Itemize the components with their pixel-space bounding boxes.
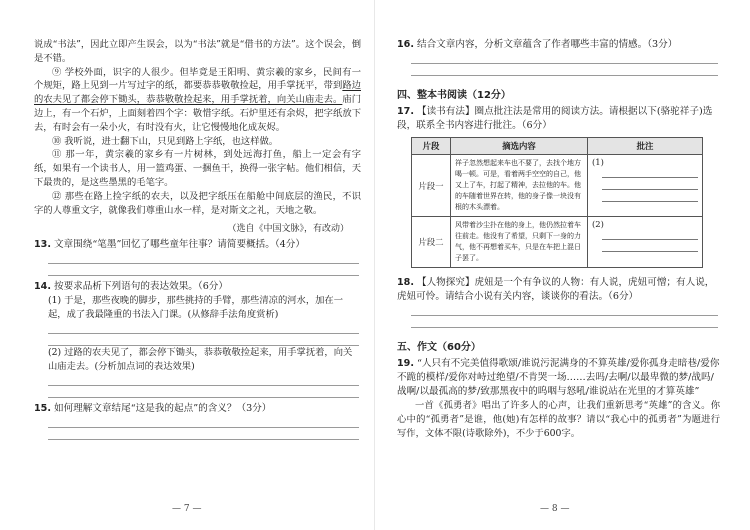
question-16-text: 结合文章内容，分析文章蕴含了作者哪些丰富的情感。（3分）	[417, 39, 678, 50]
annotation-line[interactable]	[602, 179, 698, 190]
answer-line[interactable]	[48, 264, 359, 276]
question-18-text: 【人物探究】虎妞是一个有争议的人物：有人说，虎妞可憎；有人说，虎妞可怜。请结合小说有关内容，谈谈你的看法。（6分）	[397, 277, 715, 302]
page-right	[375, 0, 750, 530]
question-13	[34, 238, 361, 252]
paragraph-9	[34, 66, 361, 135]
question-13-text: 文章围绕“笔墨”回忆了哪些童年往事？请简要概括。（4分）	[54, 239, 305, 251]
annotation-line[interactable]	[602, 229, 698, 240]
question-17	[397, 105, 720, 133]
answer-line[interactable]	[48, 334, 359, 346]
paragraph-12: ⑫ 那些在路上捡字纸的农夫，以及把字纸压在船舱中间底层的渔民，不识字的人尊重文字，就像我们尊重山水一样，是对斯文之礼，天地之敬。	[34, 190, 361, 216]
answer-line[interactable]	[411, 304, 718, 316]
paragraph-9-underlined: 路边的农夫见了都会停下锄头，恭恭敬敬捡起来，用手掌抚着，向关山庙走去。	[34, 80, 361, 106]
table-cell-label: 片段一	[412, 155, 451, 217]
section-heading-4: 四、整本书阅读（12分）	[397, 90, 511, 101]
answer-line[interactable]	[48, 416, 359, 428]
answer-line[interactable]	[411, 64, 718, 76]
question-14-sub2: (2) 过路的农夫见了，都会停下锄头，恭恭敬敬捡起来，用手掌抚着，向关山庙走去。(分析加点词的表达效果)	[48, 346, 353, 372]
table-cell-label: 片段二	[412, 217, 451, 268]
question-18-number: 18.	[397, 277, 414, 288]
question-19	[397, 357, 720, 399]
question-16	[397, 38, 720, 52]
question-13-number: 13.	[34, 239, 51, 251]
answer-line[interactable]	[48, 428, 359, 440]
source-note: （选自《中国文脉》，有改动）	[227, 224, 349, 235]
question-15-text: 如何理解文章结尾“这是我的起点”的含义？（3分）	[54, 402, 272, 414]
question-14-text: 按要求品析下列语句的表达效果。（6分）	[54, 281, 228, 293]
table-cell-annotation[interactable]	[588, 217, 703, 268]
question-18	[397, 276, 720, 304]
paragraph-10: ⑩ 我听说，进士翻下山，只见到路上字纸，也这样做。	[52, 135, 279, 147]
paragraph-9-a: ⑨ 学校外面，识字的人很少。但毕竟是王阳明、黄宗羲的家乡，民间有一个规矩，路上见到一片写过字的纸，都要恭恭敬敬捡起，用手掌抚平，带到	[34, 66, 361, 92]
section-heading-5: 五、作文（60分）	[397, 342, 481, 353]
question-15	[34, 402, 361, 416]
table-header: 片段	[412, 138, 451, 155]
annotation-line[interactable]	[602, 191, 698, 202]
table-header: 批注	[588, 138, 703, 155]
table-row	[412, 217, 703, 268]
annotation-mark: (1)	[592, 157, 604, 167]
page-number: — 8 —	[540, 504, 570, 514]
answer-line[interactable]	[411, 316, 718, 328]
table-cell-annotation[interactable]	[588, 155, 703, 217]
page-number: — 7 —	[172, 504, 202, 514]
question-19-prompt: 一首《孤勇者》唱出了许多人的心声，让我们重新思考“英雄”的含义。你心中的“孤勇者”是谁，他(她)有怎样的故事？请以“我心中的孤勇者”为题进行写作，文体不限(诗歌除外)，不少于600字。	[397, 400, 720, 439]
table-cell-excerpt: 风带着沙尘扑在他的身上，他仍然拉着车往前走。他没有了希望，只剩下一身的力气，他不再想着买车，只是在车把上混日子罢了。	[451, 217, 588, 268]
question-17-text: 【读书有法】圈点批注法是常用的阅读方法。请根据以下(骆驼祥子)选段，联系全书内容进行批注。（6分）	[397, 106, 713, 131]
table-header-row	[412, 138, 703, 155]
question-15-number: 15.	[34, 402, 51, 414]
question-14-sub1: (1) 于是，那些夜晚的脚步，那些挑持的手臂，那些清凉的河水，加在一起，成了我最隆重的书法入门课。(从修辞手法角度赏析)	[48, 295, 344, 321]
table-header: 摘选内容	[451, 138, 588, 155]
answer-line[interactable]	[48, 374, 359, 386]
answer-line[interactable]	[48, 386, 359, 398]
table-cell-excerpt: 祥子忽然想起来车也不要了，去找个地方喝一顿。可是，看着两手空空的自己，他又上了车，打起了精神，去拉他的车。他的车随着世界在转，他的身子像一块没有根的木头漂着。	[451, 155, 588, 217]
annotation-line[interactable]	[602, 167, 698, 178]
paragraph-11: ⑪ 那一年，黄宗羲的家乡有一片树林，到处远海打鱼，船上一定会有字纸，如果有一个读书人，用一篮鸡蛋、一捆鱼干，换得一张字帖。他们相信，天下最贵的，是这些墨黑的毛笔字。	[34, 149, 361, 188]
paragraph-9-c: 庙门边上，有一个石炉，上面刻着四个字：敬惜字纸。石炉里还有余烬，把字纸放下去，有时会有一朵小火，有时没有火，让它慢慢地化成灰烬。	[34, 94, 361, 133]
table-row	[412, 155, 703, 217]
answer-line[interactable]	[48, 322, 359, 334]
annotation-line[interactable]	[602, 241, 698, 252]
question-14	[34, 280, 361, 294]
question-14-number: 14.	[34, 281, 51, 293]
answer-line[interactable]	[48, 252, 359, 264]
annotation-table	[411, 137, 703, 268]
question-16-number: 16.	[397, 39, 414, 50]
question-19-number: 19.	[397, 358, 414, 369]
question-17-number: 17.	[397, 106, 414, 117]
question-19-text: “人只有不完美值得歌颂/谁说污泥满身的不算英雄/爱你孤身走暗巷/爱你不跪的模样/爱你对峙过绝望/不肯哭一场……去吗/去啊/以最卑微的梦/战吗/战啊/以最孤高的梦/致那黑夜中的呜咽与怒吼/谁说站在光里的才算英雄”	[397, 358, 720, 397]
annotation-mark: (2)	[592, 219, 604, 229]
paragraph-top: 说成“书法”，因此立即产生误会，以为“书法”就是“借书的方法”。这个误会，倒是不错。	[34, 39, 361, 64]
answer-line[interactable]	[411, 52, 718, 64]
